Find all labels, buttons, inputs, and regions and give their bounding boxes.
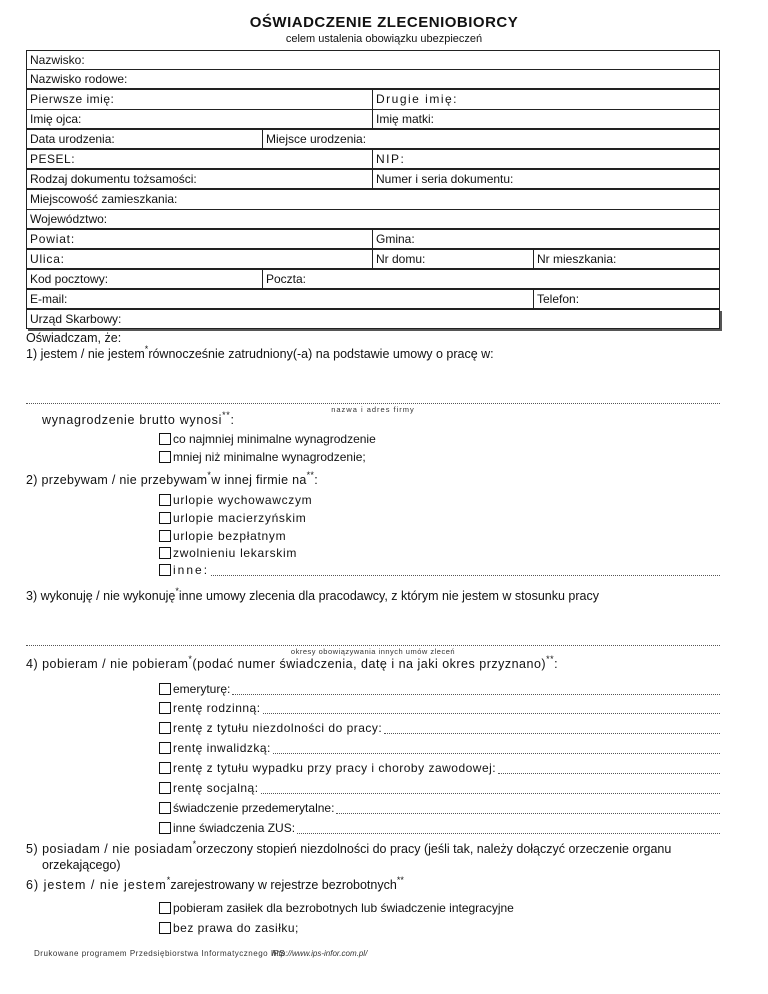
- field-nr-mieszkania[interactable]: Nr mieszkania:: [533, 250, 719, 268]
- field-imie-matki[interactable]: Imię matki:: [372, 110, 719, 128]
- renta-niezdolnosc-line[interactable]: [384, 723, 720, 734]
- checkbox-row[interactable]: [159, 700, 720, 716]
- row-adres: [26, 249, 720, 269]
- section-4-prefix: 4) pobieram / nie pobieram: [26, 657, 189, 671]
- inne-line[interactable]: [211, 565, 720, 576]
- checkbox-swiadczenie-przedemerytalne[interactable]: [159, 802, 171, 814]
- field-email[interactable]: E-mail:: [30, 292, 68, 306]
- row-pesel-nip: [26, 149, 720, 169]
- section-5-heading: [26, 839, 672, 856]
- section-2-star2: **: [306, 470, 315, 480]
- row-urzad-skarbowy: [26, 309, 720, 329]
- section-4-colon: :: [554, 657, 559, 671]
- row-powiat-gmina: [26, 229, 720, 249]
- contracts-line[interactable]: [26, 645, 720, 646]
- checkbox-bez-zasilku[interactable]: [159, 922, 171, 934]
- section-6-heading: [26, 875, 404, 892]
- section-3-prefix: 3) wykonuję / nie wykonuję: [26, 589, 176, 603]
- checkbox-row[interactable]: [159, 492, 312, 508]
- section-3-heading: [26, 586, 599, 603]
- section-5-prefix: 5) posiadam / nie posiadam: [26, 842, 193, 856]
- section-4-heading: [26, 654, 559, 671]
- field-powiat[interactable]: Powiat:: [30, 232, 75, 246]
- field-data-urodzenia[interactable]: Data urodzenia:: [30, 132, 115, 146]
- option-label: inne świadczenia ZUS:: [173, 821, 296, 835]
- section-1-text: równocześnie zatrudniony(-a) na podstawie umowy o pracę w:: [148, 347, 494, 361]
- option-label: rentę socjalną:: [173, 781, 259, 795]
- option-label: rentę z tytułu niezdolności do pracy:: [173, 721, 383, 735]
- emerytura-line[interactable]: [232, 684, 720, 695]
- checkbox-urlop-macierzynski[interactable]: [159, 512, 171, 524]
- field-wojewodztwo[interactable]: Województwo:: [30, 212, 108, 226]
- section-5-text: orzeczony stopień niezdolności do pracy (jeśli tak, należy dołączyć orzeczenie organu: [196, 842, 672, 856]
- checkbox-row[interactable]: [159, 740, 720, 756]
- field-kod-pocztowy[interactable]: Kod pocztowy:: [30, 272, 109, 286]
- intro-text: Oświadczam, że:: [26, 331, 122, 345]
- przedemerytalne-line[interactable]: [336, 803, 720, 814]
- row-dokument: [26, 169, 720, 189]
- row-wojewodztwo: [26, 209, 720, 229]
- checkbox-row[interactable]: [159, 431, 376, 447]
- section-6-star2: **: [396, 875, 404, 885]
- checkbox-zwolnienie-lekarskie[interactable]: [159, 547, 171, 559]
- row-kontakt: [26, 289, 720, 309]
- footer-link[interactable]: http://www.ips-infor.com.pl/: [272, 949, 368, 958]
- section-2-prefix: 2) przebywam / nie przebywam: [26, 473, 208, 487]
- section-6-star: *: [166, 875, 171, 885]
- field-nazwisko-rodowe[interactable]: Nazwisko rodowe:: [30, 72, 128, 86]
- checkbox-row[interactable]: [159, 545, 297, 561]
- checkbox-min-wage[interactable]: [159, 433, 171, 445]
- section-6-text: zarejestrowany w rejestrze bezrobotnych: [170, 878, 397, 892]
- section-6-prefix: 6) jestem / nie jestem: [26, 878, 167, 892]
- row-rodzice: [26, 109, 720, 129]
- checkbox-renta-rodzinna[interactable]: [159, 702, 171, 714]
- checkbox-row[interactable]: [159, 800, 720, 816]
- option-label: rentę inwalidzką:: [173, 741, 271, 755]
- option-label: świadczenie przedemerytalne:: [173, 801, 335, 815]
- checkbox-renta-socjalna[interactable]: [159, 782, 171, 794]
- section-5-star: *: [192, 839, 197, 849]
- checkbox-row[interactable]: [159, 528, 286, 544]
- field-gmina[interactable]: Gmina:: [372, 230, 719, 248]
- row-imiona: [26, 89, 720, 110]
- option-label: emeryturę:: [173, 682, 231, 696]
- checkbox-emerytura[interactable]: [159, 683, 171, 695]
- checkbox-row[interactable]: [159, 681, 720, 697]
- checkbox-row[interactable]: [159, 449, 366, 465]
- checkbox-urlop-bezplatny[interactable]: [159, 530, 171, 542]
- section-5-continuation: orzekającego): [42, 858, 121, 872]
- option-label: urlopie macierzyńskim: [173, 511, 307, 525]
- field-drugie-imie[interactable]: Drugie imię:: [372, 90, 719, 109]
- checkbox-below-min-wage[interactable]: [159, 451, 171, 463]
- checkbox-row[interactable]: [159, 780, 720, 796]
- section-4-star2: **: [546, 654, 555, 664]
- field-pesel[interactable]: PESEL:: [30, 152, 76, 166]
- option-label: pobieram zasiłek dla bezrobotnych lub świadczenie integracyjne: [173, 901, 514, 915]
- section-2-heading: [26, 470, 319, 487]
- field-numer-dokumentu[interactable]: Numer i seria dokumentu:: [372, 170, 719, 188]
- section-2-text: w innej firmie na: [211, 473, 307, 487]
- checkbox-row[interactable]: [159, 820, 720, 836]
- field-nr-domu[interactable]: Nr domu:: [372, 250, 533, 268]
- field-urzad-skarbowy[interactable]: Urząd Skarbowy:: [30, 312, 122, 326]
- row-nazwisko: [26, 50, 720, 70]
- field-pierwsze-imie[interactable]: Pierwsze imię:: [30, 92, 115, 106]
- row-nazwisko-rodowe: [26, 69, 720, 89]
- checkbox-row[interactable]: [159, 760, 720, 776]
- salary-star: **: [222, 410, 231, 420]
- renta-socjalna-line[interactable]: [261, 783, 720, 794]
- salary-heading: [42, 410, 235, 427]
- section-3-star: *: [175, 586, 179, 596]
- row-kod-poczta: [26, 269, 720, 289]
- row-miejscowosc: [26, 189, 720, 210]
- checkbox-row[interactable]: [159, 900, 514, 916]
- field-telefon[interactable]: Telefon:: [533, 290, 719, 308]
- field-nip[interactable]: NIP:: [372, 150, 719, 168]
- section-4-star: *: [188, 654, 193, 664]
- checkbox-renta-inwalidzka[interactable]: [159, 742, 171, 754]
- section-2-star: *: [207, 470, 212, 480]
- section-4-text: (podać numer świadczenia, datę i na jaki okres przyznano): [192, 657, 547, 671]
- form-subtitle: celem ustalenia obowiązku ubezpieczeń: [285, 33, 483, 45]
- employer-caption: nazwa i adres firmy: [331, 405, 415, 414]
- field-poczta[interactable]: Poczta:: [262, 270, 719, 288]
- renta-wypadkowa-line[interactable]: [498, 763, 720, 774]
- form-title: OŚWIADCZENIE ZLECENIOBIORCY: [249, 14, 519, 31]
- salary-prefix: wynagrodzenie brutto wynosi: [42, 413, 223, 427]
- checkbox-row[interactable]: [159, 510, 306, 526]
- checkbox-inne[interactable]: [159, 564, 171, 576]
- employer-line[interactable]: [26, 403, 720, 404]
- row-urodzenie: [26, 129, 720, 149]
- checkbox-urlop-wychowawczy[interactable]: [159, 494, 171, 506]
- option-label: urlopie wychowawczym: [173, 493, 313, 507]
- field-rodzaj-dokumentu[interactable]: Rodzaj dokumentu tożsamości:: [30, 172, 197, 186]
- section-1-heading: [26, 344, 494, 361]
- field-imie-ojca[interactable]: Imię ojca:: [30, 112, 82, 126]
- field-miejsce-urodzenia[interactable]: Miejsce urodzenia:: [262, 130, 719, 148]
- checkbox-row[interactable]: [159, 920, 299, 936]
- checkbox-renta-wypadkowa[interactable]: [159, 762, 171, 774]
- salary-colon: :: [230, 413, 235, 427]
- footer-printed-by: Drukowane programem Przedsiębiorstwa Informatycznego IPS: [34, 949, 286, 958]
- option-label: urlopie bezpłatnym: [173, 529, 287, 543]
- field-ulica[interactable]: Ulica:: [30, 252, 65, 266]
- option-label: rentę z tytułu wypadku przy pracy i choroby zawodowej:: [173, 761, 497, 775]
- section-2-colon: :: [314, 473, 319, 487]
- checkbox-row[interactable]: [159, 720, 720, 736]
- option-label: mniej niż minimalne wynagrodzenie;: [173, 450, 366, 464]
- section-1-star: *: [144, 344, 149, 354]
- field-miejscowosc[interactable]: Miejscowość zamieszkania:: [30, 192, 178, 206]
- checkbox-renta-niezdolnosc[interactable]: [159, 722, 171, 734]
- section-3-text: inne umowy zlecenia dla pracodawcy, z którym nie jestem w stosunku pracy: [178, 589, 599, 603]
- section-1-prefix: 1) jestem / nie jestem: [26, 347, 145, 361]
- renta-inwalidzka-line[interactable]: [273, 743, 720, 754]
- contracts-caption: okresy obowiązywania innych umów zleceń: [290, 647, 456, 656]
- option-label: co najmniej minimalne wynagrodzenie: [173, 432, 376, 446]
- checkbox-row[interactable]: [159, 562, 720, 578]
- option-label: zwolnieniu lekarskim: [173, 546, 298, 560]
- field-nazwisko[interactable]: Nazwisko:: [30, 53, 85, 67]
- checkbox-zasilek[interactable]: [159, 902, 171, 914]
- option-label: rentę rodzinną:: [173, 701, 261, 715]
- inne-swiadczenia-line[interactable]: [297, 823, 720, 834]
- checkbox-inne-swiadczenia[interactable]: [159, 822, 171, 834]
- option-label: inne:: [173, 563, 210, 577]
- renta-rodzinna-line[interactable]: [263, 703, 720, 714]
- option-label: bez prawa do zasiłku;: [173, 921, 299, 935]
